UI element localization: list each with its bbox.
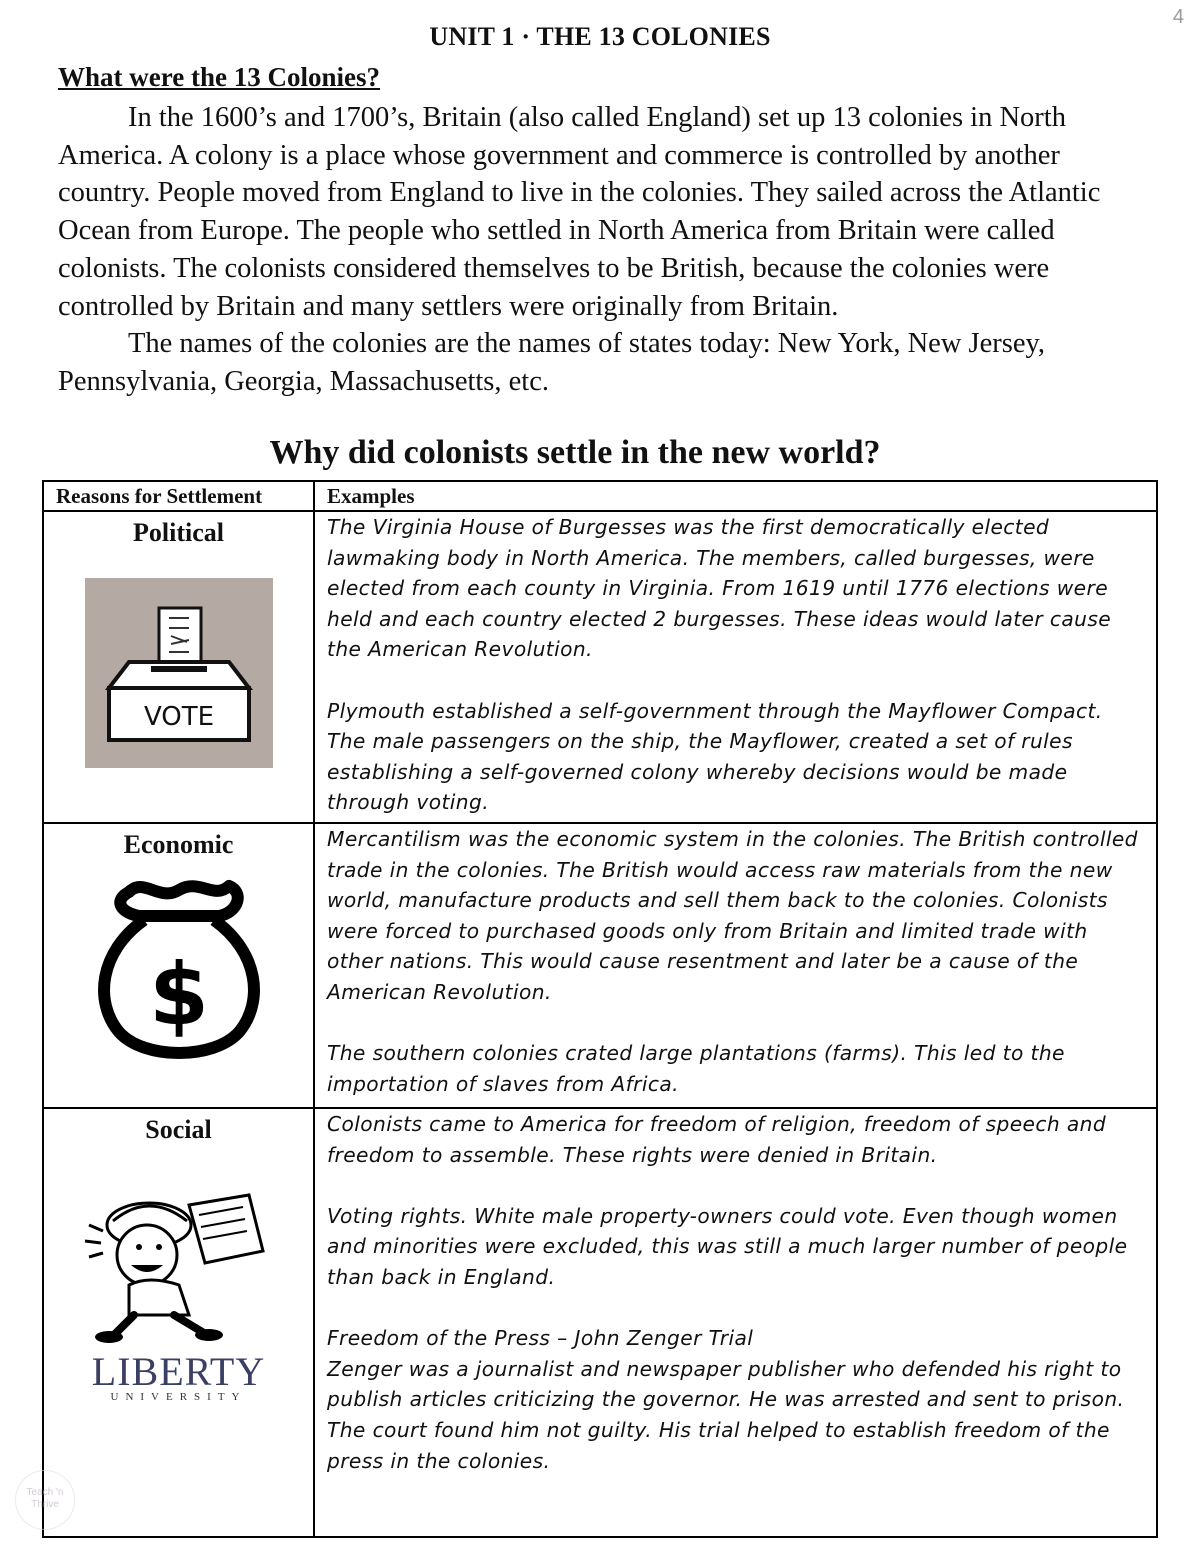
header-reasons: Reasons for Settlement — [43, 481, 314, 511]
teach-n-thrive-watermark: Teach 'n Thrive — [15, 1470, 75, 1530]
examples-cell-economic — [314, 823, 1157, 1108]
reason-cell-social — [43, 1108, 314, 1537]
reason-cell-political — [43, 511, 314, 823]
reason-label-economic: Economic — [123, 830, 234, 859]
liberty-logo-subtext: UNIVERSITY — [110, 1391, 247, 1403]
intro-text — [58, 99, 1148, 401]
example-social-3: Freedom of the Press – John Zenger Trial Zenger was a journalist and newspaper publisher who defended his right to publish articles criticizing the governor. He was arrested and sent to prison. The court found him not guilty. His trial helped to establish freedom of the press in the colonies. — [327, 1326, 1125, 1473]
example-social-2: Voting rights. White male property-owners could vote. Even though women and minorities were excluded, this was still a much larger number of people than back in England. — [327, 1203, 1128, 1289]
table-row — [43, 1108, 1157, 1537]
example-social-1: Colonists came to America for freedom of religion, freedom of speech and freedom to assemble. These rights were denied in Britain. — [327, 1112, 1107, 1167]
question-heading: What were the 13 Colonies? — [58, 62, 380, 92]
reasons-table — [42, 480, 1158, 1538]
intro-paragraph-1: In the 1600’s and 1700’s, Britain (also called England) set up 13 colonies in North America. A colony is a place whose government and commerce is controlled by another country. People moved from England to live in the colonies. They sailed across the Atlantic Ocean from Europe. The people who settled in North America from Britain were called colonists. The colonists considered themselves to be British, because the colonies were controlled by Britain and many settlers were originally from Britain. — [58, 102, 1101, 322]
svg-text:$: $ — [148, 945, 209, 1045]
examples-cell-political — [314, 511, 1157, 823]
newsboy-icon — [79, 1185, 279, 1345]
money-bag-icon — [89, 872, 269, 1062]
liberty-logo: LIBERTY — [91, 1349, 266, 1394]
example-economic-1: Mercantilism was the economic system in the colonies. The British controlled trade in the colonies. The British would access raw materials from the new world, manufacture products and sell them back to the colonies. Colonists were forced to purchased goods only from Britain and limited trade with other nations. This would cause resentment and later be a cause of the American Revolution. — [327, 827, 1138, 1004]
examples-cell-social — [314, 1108, 1157, 1537]
unit-title: UNIT 1 · THE 13 COLONIES — [429, 22, 771, 51]
header-examples: Examples — [314, 481, 1157, 511]
reason-label-social: Social — [145, 1115, 212, 1144]
ballot-box-icon — [85, 578, 273, 768]
example-political-1: The Virginia House of Burgesses was the first democratically elected lawmaking body in North America. The members, called burgesses, were elected from each county in Virginia. From 1619 until 1776 elections were held and each country elected 2 burgesses. These ideas would later cause the American Revolution. — [327, 515, 1112, 662]
reason-label-political: Political — [133, 518, 224, 547]
table-header-row — [43, 481, 1157, 511]
table-row — [43, 823, 1157, 1108]
example-political-2: Plymouth established a self-government through the Mayflower Compact. The male passengers on the ship, the Mayflower, created a set of rules establishing a self-governed colony whereby decisions would be made through voting. — [327, 698, 1103, 815]
example-economic-2: The southern colonies crated large plantations (farms). This led to the importation of slaves from Africa. — [327, 1041, 1065, 1096]
ballot-vote-text: VOTE — [143, 702, 214, 732]
section-title: Why did colonists settle in the new world? — [269, 434, 881, 471]
intro-paragraph-2: The names of the colonies are the names of states today: New York, New Jersey, Pennsylvania, Georgia, Massachusetts, etc. — [58, 328, 1046, 397]
reason-cell-economic — [43, 823, 314, 1108]
page-number: 4 — [1172, 6, 1184, 28]
table-row — [43, 511, 1157, 823]
